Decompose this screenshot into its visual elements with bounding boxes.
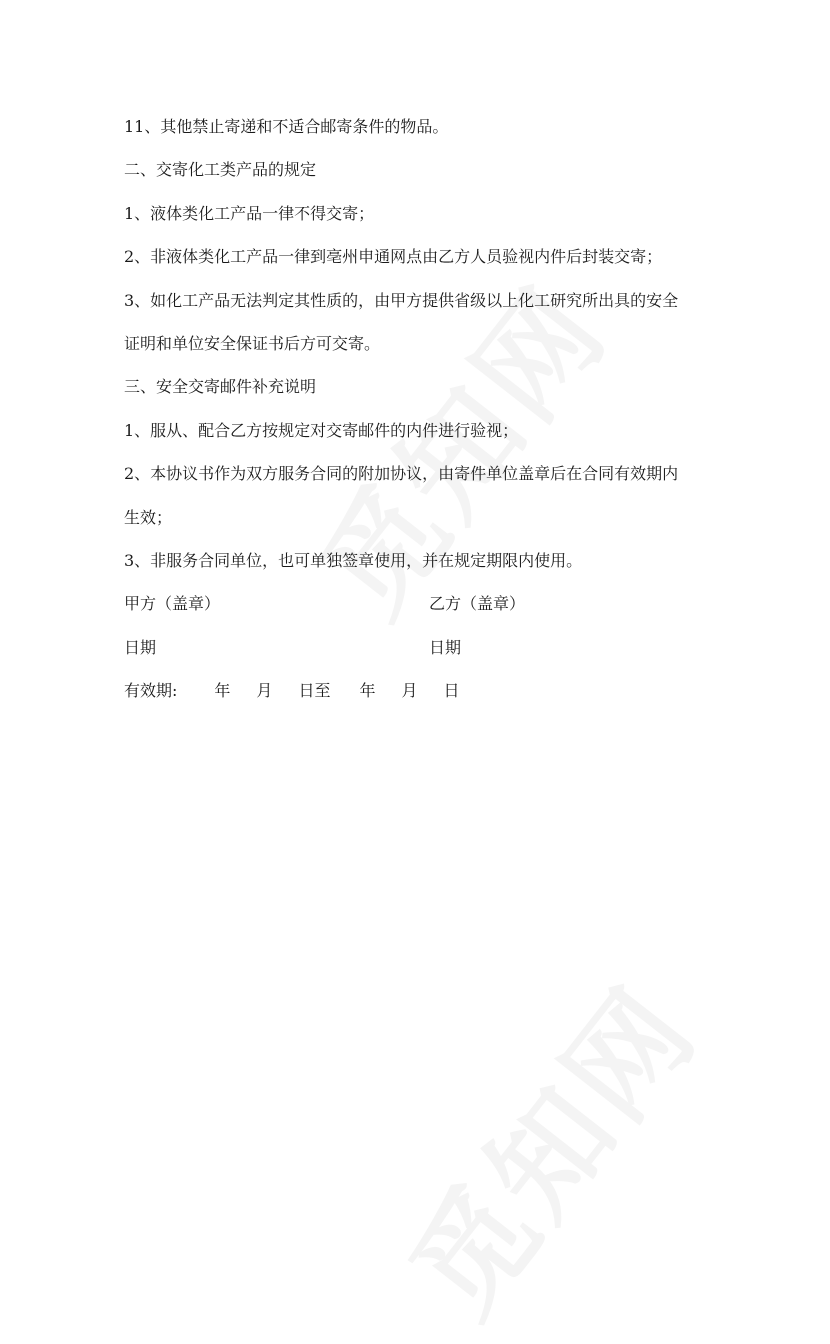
- section-heading-chemical: 二、交寄化工类产品的规定: [124, 160, 317, 180]
- document-body: [124, 105, 724, 713]
- paragraph-agreement: 2、本协议书作为双方服务合同的附加协议，由寄件单位盖章后在合同有效期内: [124, 464, 679, 484]
- paragraph-item-11: 11、其他禁止寄递和不适合邮寄条件的物品。: [124, 117, 449, 136]
- watermark: [365, 946, 728, 1344]
- section-heading-supplement: 三、安全交寄邮件补充说明: [124, 377, 317, 397]
- seal-row: [124, 582, 724, 625]
- validity-month-end: 月: [401, 681, 418, 701]
- validity-day-to: 日至: [298, 681, 331, 701]
- party-a-date: 日期: [124, 637, 157, 657]
- validity-label: 有效期:: [124, 681, 178, 701]
- paragraph-inspection: 1、服从、配合乙方按规定对交寄邮件的内件进行验视；: [124, 420, 519, 440]
- paragraph-non-contract: 3、非服务合同单位，也可单独签章使用，并在规定期限内使用。: [124, 551, 583, 571]
- paragraph-agreement-cont: 生效；: [124, 507, 173, 527]
- validity-month-start: 月: [256, 681, 273, 701]
- party-a-seal: 甲方（盖章）: [124, 594, 221, 614]
- validity-year-end: 年: [359, 681, 376, 701]
- paragraph-unknown-chemicals: 3、如化工产品无法判定其性质的，由甲方提供省级以上化工研究所出具的安全: [124, 290, 679, 310]
- paragraph-unknown-chemicals-cont: 证明和单位安全保证书后方可交寄。: [124, 334, 381, 354]
- validity-day-end: 日: [443, 681, 460, 701]
- party-b-date: 日期: [429, 637, 462, 657]
- date-row: [124, 626, 724, 669]
- paragraph-non-liquid-chemicals: 2、非液体类化工产品一律到亳州申通网点由乙方人员验视内件后封装交寄；: [124, 247, 663, 267]
- party-b-seal: 乙方（盖章）: [429, 594, 526, 614]
- validity-year-start: 年: [214, 681, 231, 701]
- validity-row: [124, 669, 724, 712]
- paragraph-liquid-chemicals: 1、液体类化工产品一律不得交寄；: [124, 203, 375, 223]
